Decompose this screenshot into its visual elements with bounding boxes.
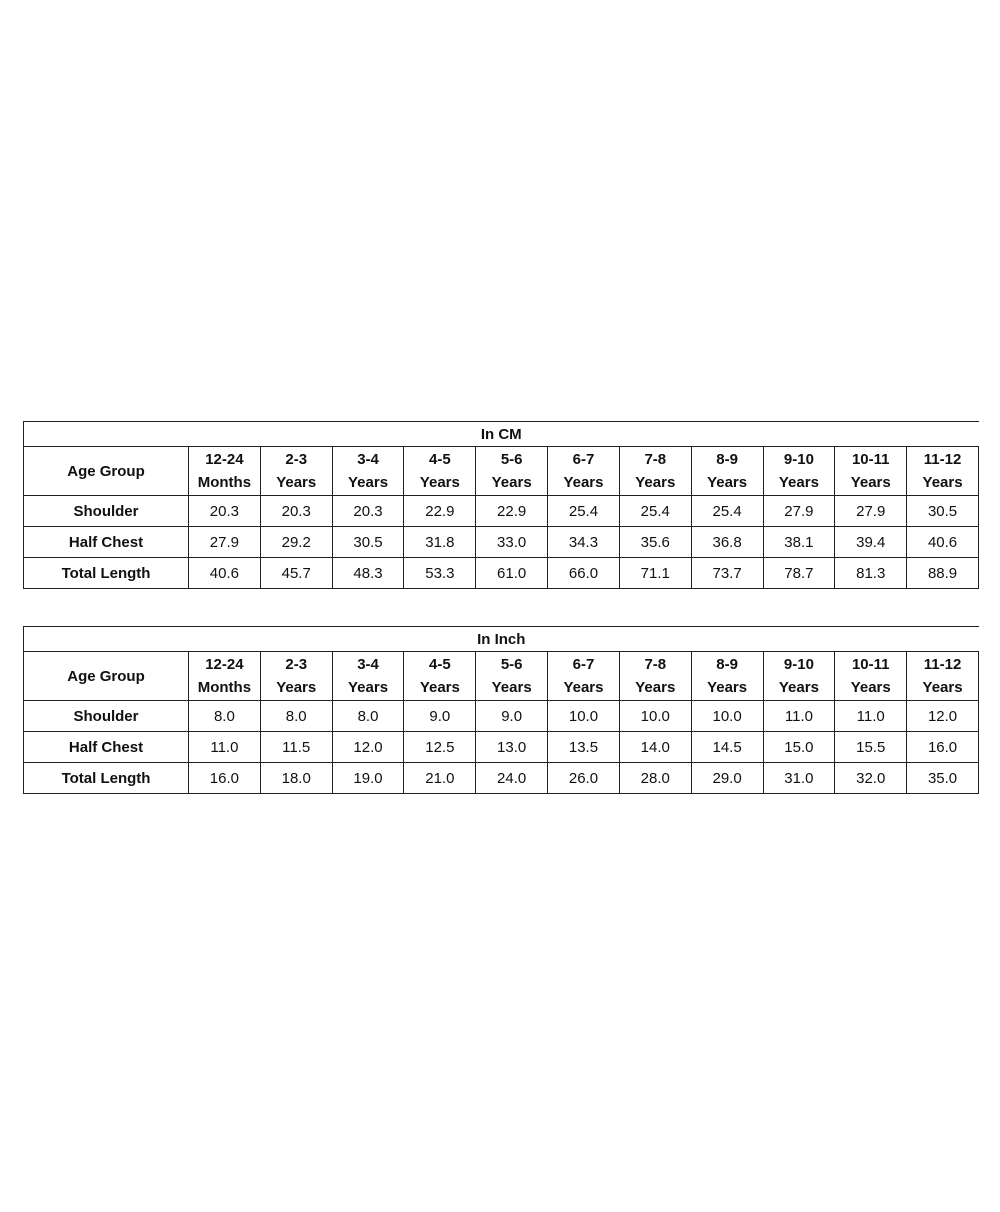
measurement-value: 78.7: [763, 558, 835, 589]
measurement-value: 32.0: [835, 763, 907, 794]
measurement-value: 20.3: [260, 496, 332, 527]
age-unit: Years: [778, 679, 819, 696]
age-range: 4-5: [429, 451, 451, 468]
age-range: 3-4: [357, 451, 379, 468]
measurement-value: 27.9: [189, 527, 261, 558]
age-unit: Years: [635, 679, 676, 696]
age-header-cell: [548, 447, 620, 496]
measurement-value: 26.0: [548, 763, 620, 794]
measurement-value: 24.0: [476, 763, 548, 794]
age-unit: Years: [563, 679, 604, 696]
measurement-value: 66.0: [548, 558, 620, 589]
measurement-value: 29.0: [691, 763, 763, 794]
measurement-value: 10.0: [548, 701, 620, 732]
measurement-value: 11.0: [189, 732, 261, 763]
measurement-value: 9.0: [476, 701, 548, 732]
measurement-value: 20.3: [189, 496, 261, 527]
age-range: 9-10: [783, 656, 814, 673]
age-group-label: Age Group: [24, 447, 189, 496]
measurement-value: 10.0: [691, 701, 763, 732]
measurement-value: 35.0: [907, 763, 979, 794]
age-header-cell: [260, 447, 332, 496]
measurement-value: 40.6: [907, 527, 979, 558]
measurement-value: 25.4: [619, 496, 691, 527]
age-group-label: Age Group: [24, 652, 189, 701]
age-unit: Years: [276, 679, 317, 696]
age-unit: Years: [276, 474, 317, 491]
measurement-value: 8.0: [189, 701, 261, 732]
measurement-value: 22.9: [404, 496, 476, 527]
age-unit: Years: [850, 679, 891, 696]
measurement-value: 16.0: [907, 732, 979, 763]
age-unit: Years: [563, 474, 604, 491]
age-header-cell: [907, 652, 979, 701]
measurement-value: 25.4: [691, 496, 763, 527]
age-header-cell: [691, 447, 763, 496]
measurement-row: [24, 558, 979, 589]
measurement-value: 10.0: [619, 701, 691, 732]
measurement-row: [24, 701, 979, 732]
age-unit: Years: [491, 474, 532, 491]
measurement-value: 14.5: [691, 732, 763, 763]
age-unit: Years: [348, 679, 389, 696]
age-header-cell: [835, 652, 907, 701]
age-header-cell: [619, 652, 691, 701]
measurement-value: 81.3: [835, 558, 907, 589]
measurement-value: 18.0: [260, 763, 332, 794]
table-title: In CM: [24, 422, 979, 447]
measurement-value: 9.0: [404, 701, 476, 732]
age-header-cell: [404, 652, 476, 701]
age-unit: Months: [197, 474, 252, 491]
age-unit: Years: [419, 474, 460, 491]
measurement-label: Shoulder: [24, 701, 189, 732]
age-group-header-row: [24, 652, 979, 701]
age-unit: Years: [707, 474, 748, 491]
age-range: 6-7: [572, 451, 595, 468]
measurement-value: 33.0: [476, 527, 548, 558]
table-title-row: [24, 627, 979, 652]
age-range: 7-8: [644, 656, 667, 673]
age-unit: Years: [707, 679, 748, 696]
age-range: 5-6: [500, 451, 523, 468]
measurement-value: 20.3: [332, 496, 404, 527]
measurement-row: [24, 527, 979, 558]
measurement-value: 53.3: [404, 558, 476, 589]
age-header-cell: [835, 447, 907, 496]
measurement-value: 30.5: [907, 496, 979, 527]
age-unit: Years: [635, 474, 676, 491]
age-range: 7-8: [644, 451, 667, 468]
age-range: 9-10: [783, 451, 814, 468]
measurement-value: 31.0: [763, 763, 835, 794]
age-unit: Years: [922, 679, 963, 696]
age-header-cell: [189, 652, 261, 701]
measurement-value: 14.0: [619, 732, 691, 763]
age-range: 8-9: [716, 656, 738, 673]
measurement-value: 29.2: [260, 527, 332, 558]
measurement-value: 71.1: [619, 558, 691, 589]
measurement-row: [24, 732, 979, 763]
measurement-value: 73.7: [691, 558, 763, 589]
age-range: 10-11: [851, 451, 890, 468]
age-unit: Years: [850, 474, 891, 491]
age-header-cell: [907, 447, 979, 496]
measurement-value: 40.6: [189, 558, 261, 589]
measurement-value: 13.0: [476, 732, 548, 763]
measurement-value: 15.5: [835, 732, 907, 763]
measurement-value: 19.0: [332, 763, 404, 794]
age-header-cell: [404, 447, 476, 496]
age-header-cell: [548, 652, 620, 701]
measurement-value: 11.0: [835, 701, 907, 732]
measurement-label: Half Chest: [24, 732, 189, 763]
measurement-value: 12.5: [404, 732, 476, 763]
age-range: 11-12: [923, 656, 962, 673]
measurement-value: 34.3: [548, 527, 620, 558]
measurement-value: 35.6: [619, 527, 691, 558]
table-title-row: [24, 422, 979, 447]
age-range: 2-3: [285, 451, 308, 468]
age-header-cell: [332, 652, 404, 701]
measurement-label: Total Length: [24, 763, 189, 794]
age-unit: Years: [491, 679, 532, 696]
measurement-value: 13.5: [548, 732, 620, 763]
age-header-cell: [260, 652, 332, 701]
age-header-cell: [476, 447, 548, 496]
age-header-cell: [763, 652, 835, 701]
measurement-value: 38.1: [763, 527, 835, 558]
age-unit: Years: [419, 679, 460, 696]
size-chart-cm-table: [23, 421, 979, 589]
age-range: 12-24: [205, 656, 244, 673]
measurement-value: 27.9: [835, 496, 907, 527]
measurement-value: 28.0: [619, 763, 691, 794]
measurement-value: 21.0: [404, 763, 476, 794]
age-header-cell: [332, 447, 404, 496]
measurement-value: 11.5: [260, 732, 332, 763]
measurement-row: [24, 763, 979, 794]
measurement-value: 12.0: [907, 701, 979, 732]
measurement-value: 15.0: [763, 732, 835, 763]
age-unit: Years: [922, 474, 963, 491]
age-header-cell: [189, 447, 261, 496]
size-chart-inch-table: [23, 626, 979, 794]
measurement-value: 27.9: [763, 496, 835, 527]
age-header-cell: [476, 652, 548, 701]
measurement-value: 31.8: [404, 527, 476, 558]
measurement-value: 11.0: [763, 701, 835, 732]
age-group-header-row: [24, 447, 979, 496]
age-range: 3-4: [357, 656, 379, 673]
age-range: 2-3: [285, 656, 308, 673]
age-unit: Years: [778, 474, 819, 491]
measurement-value: 30.5: [332, 527, 404, 558]
age-header-cell: [619, 447, 691, 496]
measurement-value: 25.4: [548, 496, 620, 527]
age-header-cell: [763, 447, 835, 496]
measurement-value: 39.4: [835, 527, 907, 558]
measurement-label: Half Chest: [24, 527, 189, 558]
measurement-label: Shoulder: [24, 496, 189, 527]
age-range: 10-11: [851, 656, 890, 673]
measurement-row: [24, 496, 979, 527]
measurement-value: 8.0: [260, 701, 332, 732]
age-unit: Years: [348, 474, 389, 491]
age-unit: Months: [197, 679, 252, 696]
age-range: 12-24: [205, 451, 244, 468]
age-range: 6-7: [572, 656, 595, 673]
measurement-value: 48.3: [332, 558, 404, 589]
measurement-value: 45.7: [260, 558, 332, 589]
measurement-value: 36.8: [691, 527, 763, 558]
age-range: 8-9: [716, 451, 738, 468]
age-range: 11-12: [923, 451, 962, 468]
measurement-value: 16.0: [189, 763, 261, 794]
table-title: In Inch: [24, 627, 979, 652]
measurement-value: 61.0: [476, 558, 548, 589]
measurement-value: 8.0: [332, 701, 404, 732]
measurement-label: Total Length: [24, 558, 189, 589]
measurement-value: 88.9: [907, 558, 979, 589]
age-range: 4-5: [429, 656, 451, 673]
age-range: 5-6: [500, 656, 523, 673]
measurement-value: 22.9: [476, 496, 548, 527]
age-header-cell: [691, 652, 763, 701]
measurement-value: 12.0: [332, 732, 404, 763]
